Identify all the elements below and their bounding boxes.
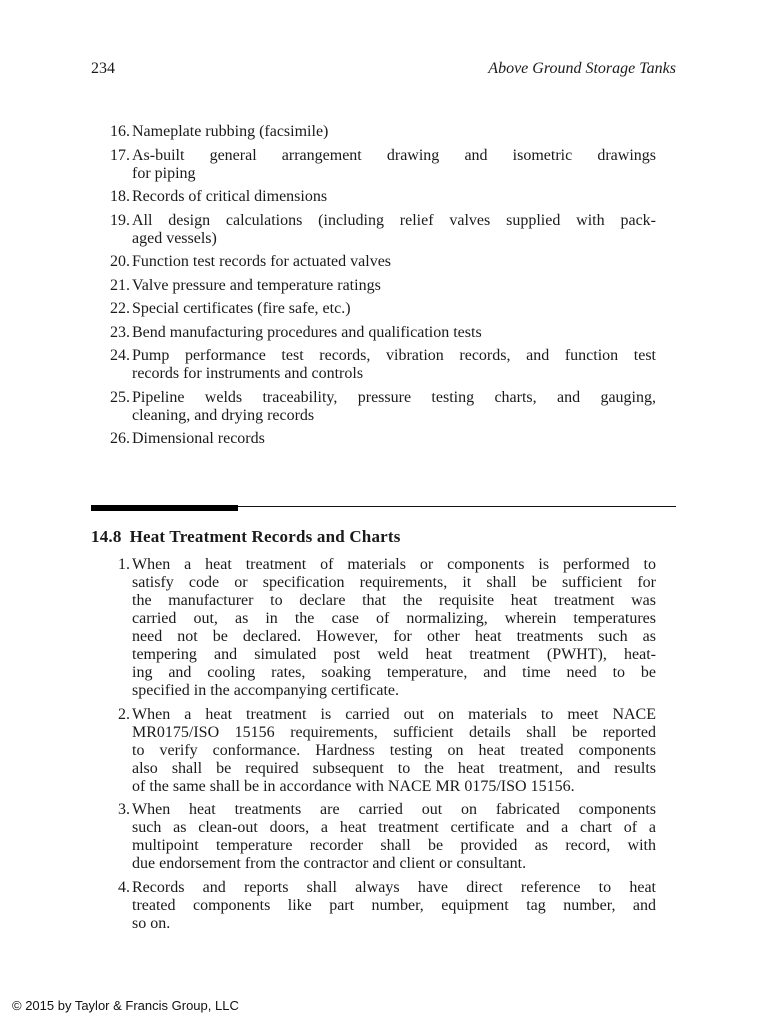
list-item [100,801,656,873]
list-item-text-line: As-built general arrangement drawing and isometric drawings [132,146,656,164]
list-item-text-line: specified in the accompanying certificate. [132,682,399,699]
list-item-text-line: the manufacturer to declare that the requisite heat treatment was [132,592,656,609]
list-item-text-line: Pipeline welds traceability, pressure testing charts, and gauging, [132,388,656,406]
list-item [100,347,656,383]
list-item-text-line: multipoint temperature recorder shall be provided as record, with [132,837,656,854]
list-item-number: 3. [118,801,130,818]
list-item-text-line: treated components like part number, equipment tag number, and [132,896,656,914]
list-item [100,300,656,318]
list-item-number: 18. [110,188,130,205]
list-item-text-line: When a heat treatment of materials or components is performed to [132,556,656,573]
list-item-text-line: Dimensional records [132,430,265,447]
list-item-number: 1. [118,556,130,573]
list-item [100,430,656,448]
list-item-text-line: such as clean-out doors, a heat treatment certificate and a chart of a [132,819,656,836]
list-item-number: 22. [110,300,130,317]
section-numbered-list [100,556,656,938]
section-number: 14.8 [91,527,122,546]
list-item-text-line: so on. [132,914,171,932]
list-item [100,147,656,183]
running-title: Above Ground Storage Tanks [488,60,676,77]
list-item-text-line: When heat treatments are carried out on fabricated components [132,801,656,818]
list-item-text-line: Bend manufacturing procedures and qualification tests [132,323,482,341]
list-item-text-line: need not be declared. However, for other heat treatments such as [132,628,656,645]
list-item-text-line: also shall be required subsequent to the heat treatment, and results [132,759,656,777]
list-item-text-line: of the same shall be in accordance with NACE MR 0175/ISO 15156. [132,777,575,795]
list-item [100,556,656,700]
list-item-number: 19. [110,211,130,229]
list-item-text-line: ing and cooling rates, soaking temperature, and time need to be [132,664,656,681]
list-item-text-line: tempering and simulated post weld heat treatment (PWHT), heat- [132,646,656,663]
list-item-text-line: Function test records for actuated valves [132,253,392,270]
list-item-number: 16. [110,123,130,140]
list-item-number: 2. [118,705,130,723]
list-item-number: 17. [110,146,130,164]
list-item-number: 23. [110,323,130,341]
list-item [100,324,656,342]
list-item [100,879,656,933]
list-item-number: 25. [110,388,130,406]
list-item-number: 24. [110,347,130,364]
list-item-text-line: All design calculations (including relief valves supplied with pack- [132,211,656,229]
list-item-text-line: Valve pressure and temperature ratings [132,276,381,294]
list-item-text-line: records for instruments and controls [132,365,364,382]
list-item-text-line: Pump performance test records, vibration records, and function test [132,347,656,364]
running-header [91,60,676,82]
list-item-text-line: Records and reports shall always have direct reference to heat [132,878,656,896]
list-item-text-line: aged vessels) [132,229,217,247]
list-item-text-line: due endorsement from the contractor and client or consultant. [132,855,527,872]
section-title: Heat Treatment Records and Charts [129,527,401,546]
list-item-text-line: satisfy code or specification requirements, it shall be sufficient for [132,574,656,591]
continued-numbered-list [100,123,656,454]
list-item [100,253,656,271]
list-item [100,706,656,796]
list-item [100,123,656,141]
list-item-text-line: carried out, as in the case of normalizing, wherein temperatures [132,610,656,627]
section-divider-accent [91,505,238,511]
list-item-text-line: When a heat treatment is carried out on materials to meet NACE [132,705,656,723]
section-heading [91,527,401,547]
list-item-text-line: Records of critical dimensions [132,188,328,205]
copyright-footer: © 2015 by Taylor & Francis Group, LLC [12,998,239,1013]
list-item [100,389,656,425]
list-item-number: 26. [110,430,130,447]
list-item-number: 21. [110,276,130,294]
list-item [100,212,656,248]
list-item-text-line: for piping [132,164,196,182]
list-item [100,277,656,295]
list-item-number: 20. [110,253,130,270]
list-item-text-line: cleaning, and drying records [132,406,315,424]
page-number: 234 [91,60,115,77]
list-item-text-line: Special certificates (fire safe, etc.) [132,300,351,317]
list-item-text-line: to verify conformance. Hardness testing on heat treated components [132,741,656,759]
list-item-number: 4. [118,878,130,896]
list-item-text-line: Nameplate rubbing (facsimile) [132,123,329,140]
list-item [100,188,656,206]
list-item-text-line: MR0175/ISO 15156 requirements, sufficient details shall be reported [132,723,656,741]
